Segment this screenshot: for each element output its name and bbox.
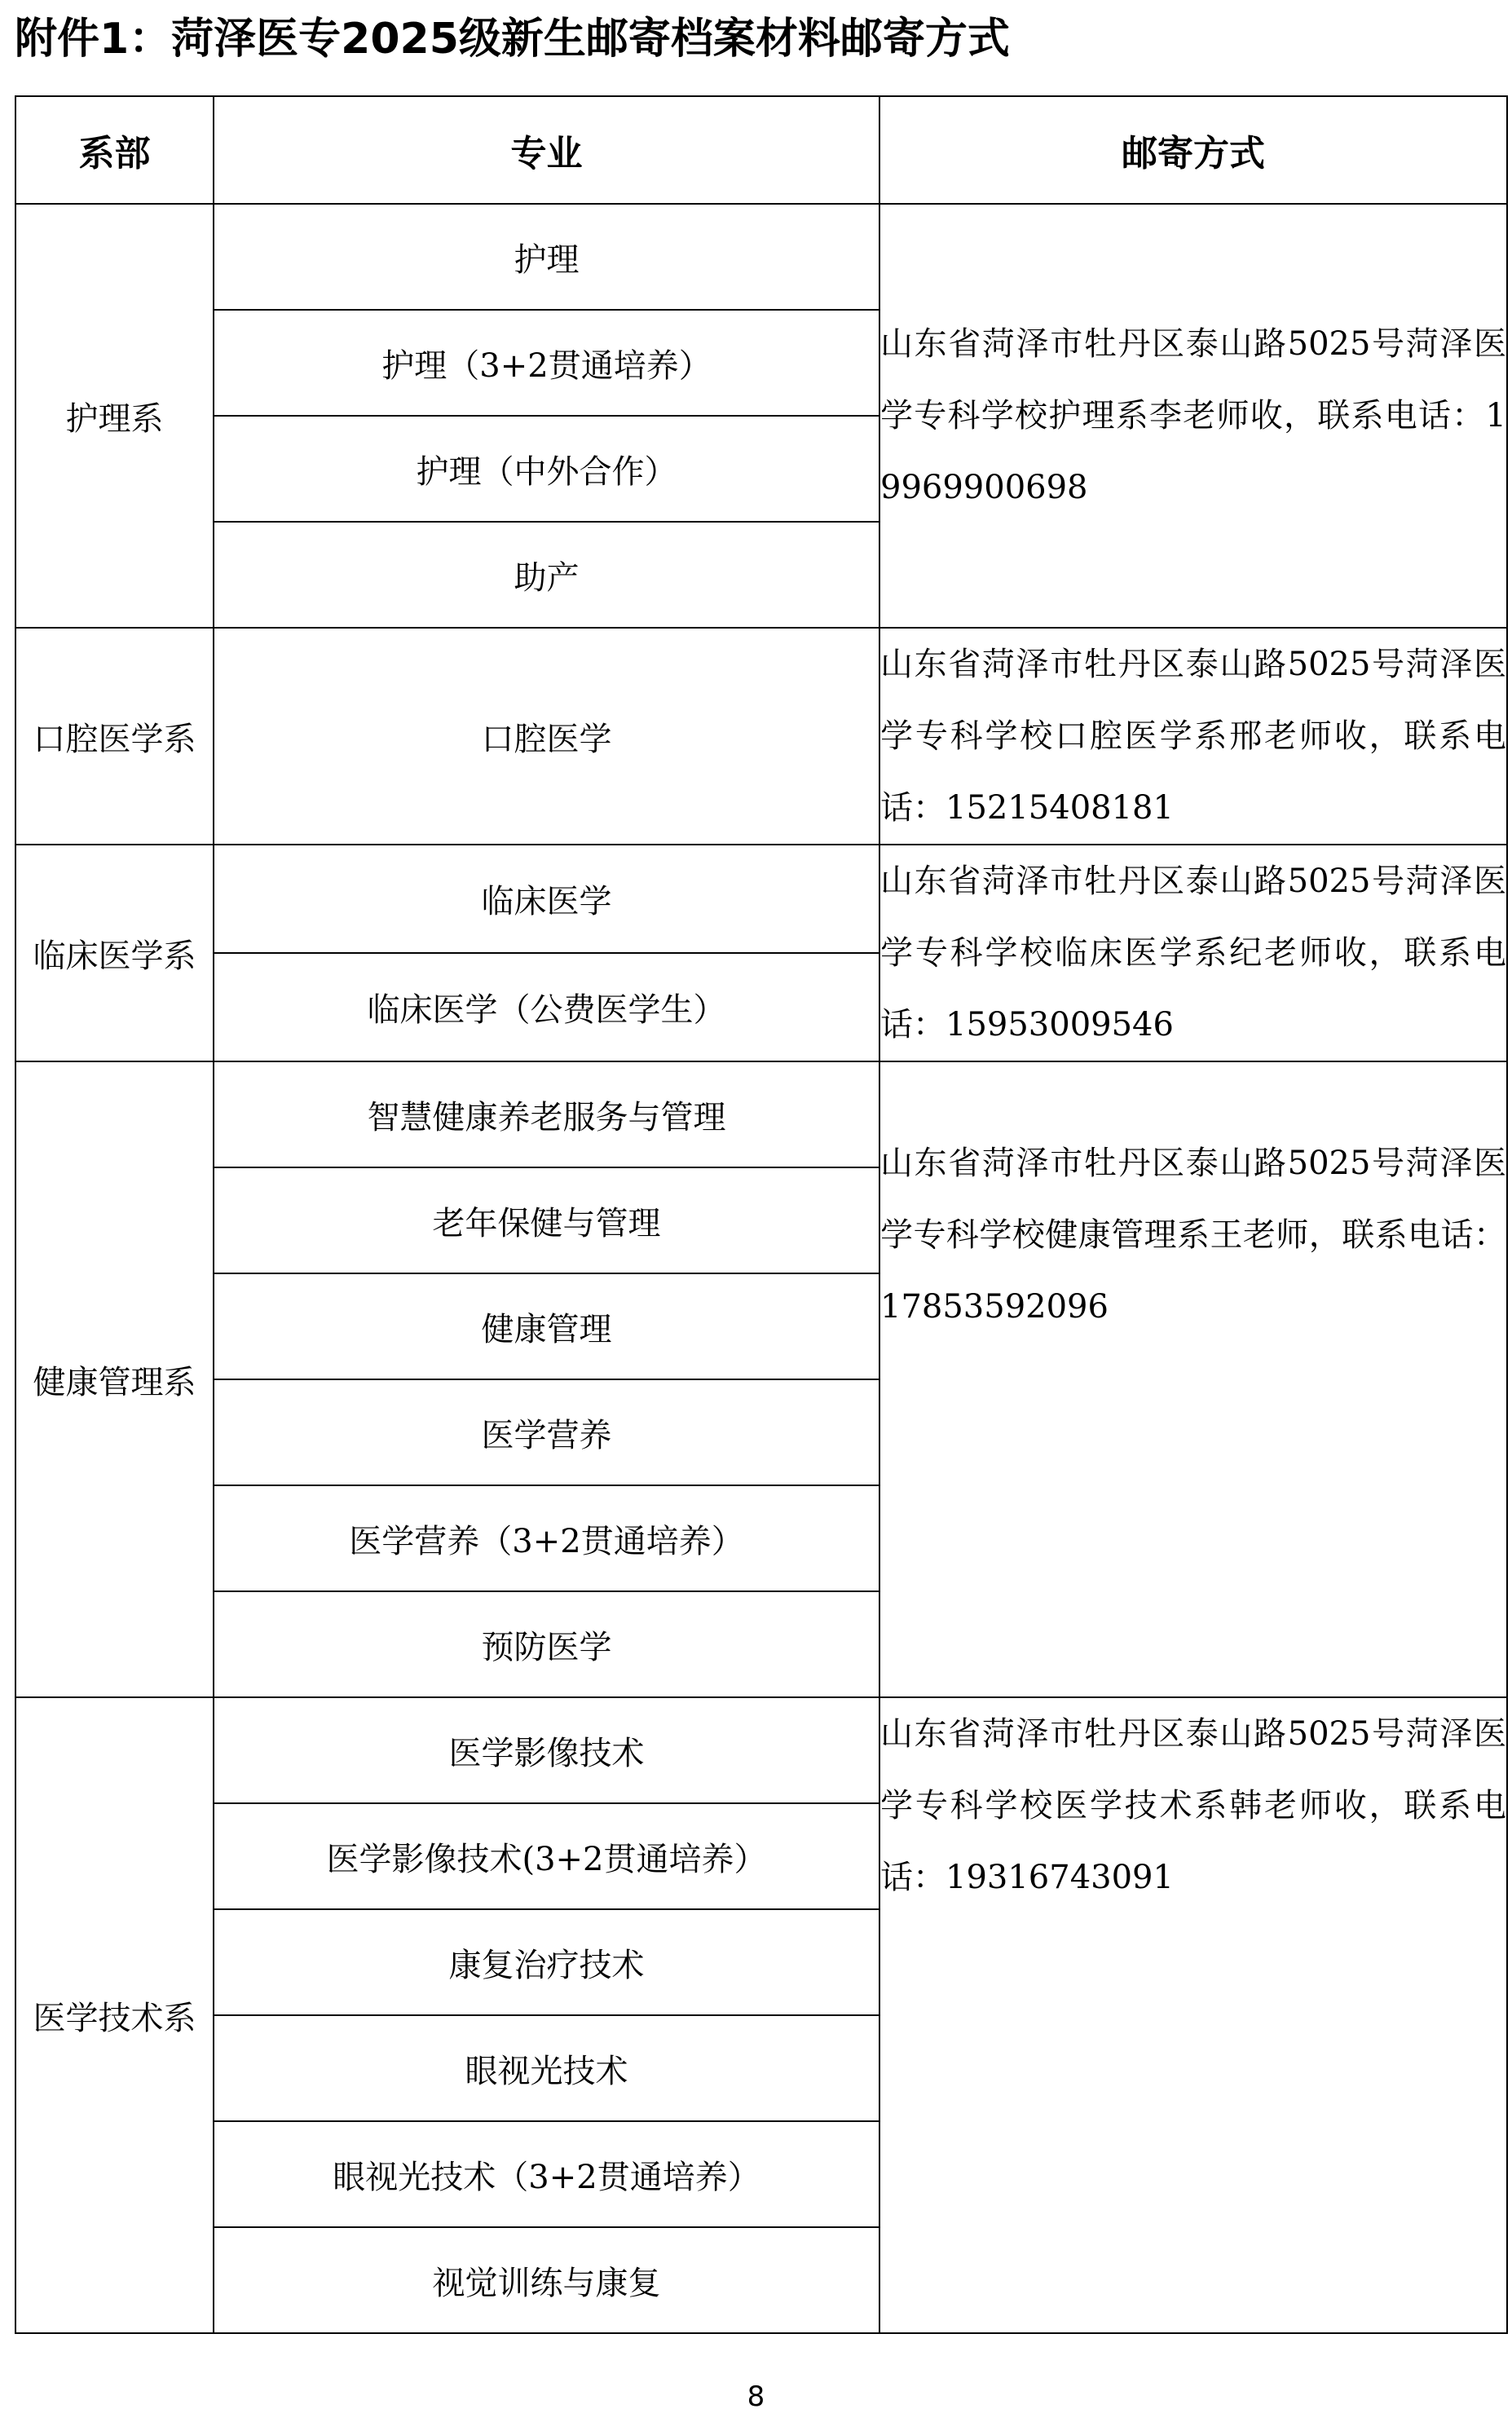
major-cell: 老年保健与管理: [214, 1167, 879, 1273]
major-cell: 眼视光技术: [214, 2015, 879, 2121]
header-department: 系部: [15, 96, 214, 204]
major-cell: 医学影像技术: [214, 1697, 879, 1803]
major-cell: 预防医学: [214, 1591, 879, 1697]
mailing-cell: 山东省菏泽市牡丹区泰山路5025号菏泽医学专科学校临床医学系纪老师收，联系电话：15953009546: [879, 845, 1507, 1061]
major-cell: 医学营养: [214, 1379, 879, 1485]
table-row: [15, 204, 1507, 310]
header-mailing: 邮寄方式: [879, 96, 1507, 204]
department-cell: 临床医学系: [15, 845, 214, 1061]
major-cell: 护理（中外合作）: [214, 416, 879, 522]
mailing-cell: 山东省菏泽市牡丹区泰山路5025号菏泽医学专科学校健康管理系王老师，联系电话：17853592096: [879, 1061, 1507, 1697]
table-header-row: [15, 96, 1507, 204]
page-title: 附件1：菏泽医专2025级新生邮寄档案材料邮寄方式: [15, 15, 1010, 64]
department-cell: 健康管理系: [15, 1061, 214, 1697]
major-cell: 医学营养（3+2贯通培养）: [214, 1485, 879, 1591]
major-cell: 护理（3+2贯通培养）: [214, 310, 879, 416]
header-major: 专业: [214, 96, 879, 204]
major-cell: 助产: [214, 522, 879, 628]
department-cell: 医学技术系: [15, 1697, 214, 2333]
mailing-cell: 山东省菏泽市牡丹区泰山路5025号菏泽医学专科学校医学技术系韩老师收，联系电话：19316743091: [879, 1697, 1507, 2333]
major-cell: 眼视光技术（3+2贯通培养）: [214, 2121, 879, 2227]
major-cell: 临床医学（公费医学生）: [214, 953, 879, 1061]
table-row: [15, 1061, 1507, 1167]
major-cell: 康复治疗技术: [214, 1909, 879, 2015]
major-cell: 口腔医学: [214, 628, 879, 845]
table-row: [15, 1697, 1507, 1803]
department-cell: 口腔医学系: [15, 628, 214, 845]
mailing-table: [15, 95, 1508, 2334]
major-cell: 智慧健康养老服务与管理: [214, 1061, 879, 1167]
mailing-cell: 山东省菏泽市牡丹区泰山路5025号菏泽医学专科学校护理系李老师收，联系电话：19969900698: [879, 204, 1507, 628]
table-row: [15, 845, 1507, 953]
major-cell: 视觉训练与康复: [214, 2227, 879, 2333]
major-cell: 健康管理: [214, 1273, 879, 1379]
table-row: [15, 628, 1507, 845]
major-cell: 护理: [214, 204, 879, 310]
page-number: 8: [747, 2380, 765, 2413]
major-cell: 临床医学: [214, 845, 879, 953]
department-cell: 护理系: [15, 204, 214, 628]
major-cell: 医学影像技术(3+2贯通培养）: [214, 1803, 879, 1909]
mailing-cell: 山东省菏泽市牡丹区泰山路5025号菏泽医学专科学校口腔医学系邢老师收，联系电话：15215408181: [879, 628, 1507, 845]
